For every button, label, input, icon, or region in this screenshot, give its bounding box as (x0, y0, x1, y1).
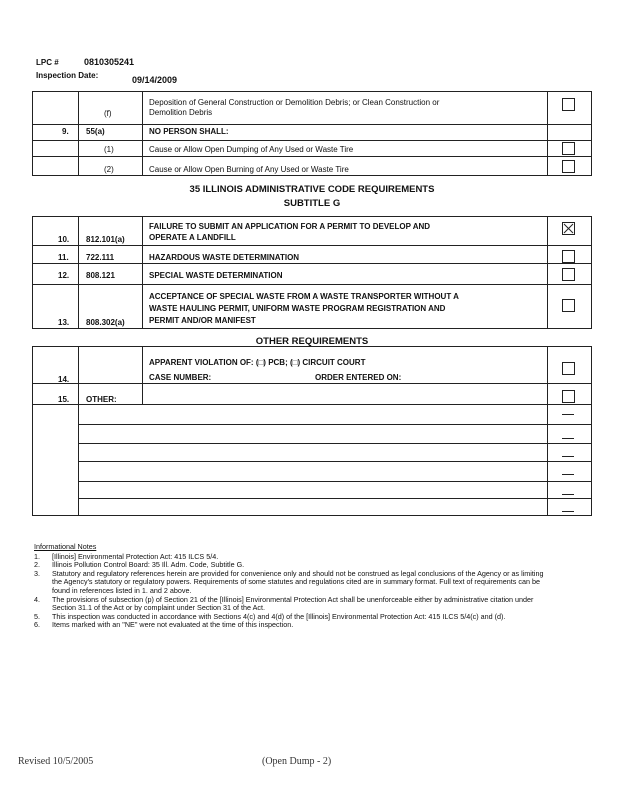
revised-date: Revised 10/5/2005 (18, 756, 94, 767)
row-11-ref: 722.111 (86, 253, 115, 262)
row-15-num: 15. (58, 395, 70, 404)
row-8f-text-2: Demolition Debris (149, 108, 213, 117)
row-12-checkbox[interactable] (562, 268, 575, 281)
lpc-label: LPC # (36, 58, 59, 67)
row-11-num: 11. (58, 253, 69, 262)
inspection-date: 09/14/2009 (132, 75, 178, 85)
row-9-2-sub: (2) (104, 165, 114, 174)
page-label: (Open Dump - 2) (262, 756, 332, 767)
row-8f-sub: (f) (104, 109, 112, 118)
blank-row-2-mark[interactable] (562, 438, 574, 439)
row-10-text-2: OPERATE A LANDFILL (149, 233, 236, 242)
row-12-ref: 808.121 (86, 271, 115, 280)
blank-row-6-mark[interactable] (562, 511, 574, 512)
row-14-case-number-label: CASE NUMBER: (149, 373, 212, 382)
row-13-num: 13. (58, 318, 70, 327)
row-11-text: HAZARDOUS WASTE DETERMINATION (149, 253, 300, 262)
lpc-number: 0810305241 (84, 57, 135, 67)
row-9-2-checkbox[interactable] (562, 160, 575, 173)
row-9-ref: 55(a) (86, 127, 105, 136)
note-item: 4. The provisions of subsection (p) of Section 21 of the [Illinois] Environmental Protection Act shall be unenforceable either by administrative citation under Section 31.1 of the Act or by complaint under Section 31 of the Act. (34, 594, 534, 613)
row-13-checkbox[interactable] (562, 299, 575, 312)
row-14-num: 14. (58, 375, 70, 384)
row-14-checkbox[interactable] (562, 362, 575, 375)
note-item: 2. Illinois Pollution Control Board: 35 Ill. Adm. Code, Subtitle G. (34, 560, 245, 570)
row-13-text-1: ACCEPTANCE OF SPECIAL WASTE FROM A WASTE TRANSPORTER WITHOUT A (149, 292, 459, 301)
row-8f-text-1: Deposition of General Construction or Demolition Debris; or Clean Construction or (149, 98, 440, 107)
row-11-checkbox[interactable] (562, 250, 575, 263)
section-35-title: 35 ILLINOIS ADMINISTRATIVE CODE REQUIREMENTS (189, 184, 435, 195)
row-14-violation: APPARENT VIOLATION OF: (□) PCB; (□) CIRCUIT COURT (149, 358, 366, 367)
row-9-1-sub: (1) (104, 145, 114, 154)
blank-row-5-mark[interactable] (562, 494, 574, 495)
row-12-num: 12. (58, 271, 70, 280)
row-8f-checkbox[interactable] (562, 98, 575, 111)
row-13-ref: 808.302(a) (86, 318, 125, 327)
row-9-1-text: Cause or Allow Open Dumping of Any Used or Waste Tire (149, 145, 354, 154)
blank-row-4-mark[interactable] (562, 474, 574, 475)
note-item: 5. This inspection was conducted in accordance with Sections 4(c) and 4(d) of the [Illinois] Environmental Protection Act: 415 ILCS 5/4(c) and (d). (34, 611, 506, 621)
row-13-text-3: PERMIT AND/OR MANIFEST (149, 316, 256, 325)
row-10-num: 10. (58, 235, 70, 244)
section-35-subtitle: SUBTITLE G (283, 198, 341, 209)
note-item: 3. Statutory and regulatory references herein are provided for convenience only and should not be construed as legal conclusions of the Agency or as limiting the Agency's statutory or regulatory powers. Requirements of some statutes and regulations cited are in summary format. Full text of requirements can be found in references listed in 1. and 2 above. (34, 568, 544, 595)
row-10-ref: 812.101(a) (86, 235, 125, 244)
row-10-checkbox-checked[interactable] (562, 222, 575, 235)
row-15-other-label: OTHER: (86, 395, 117, 404)
blank-row-3-mark[interactable] (562, 456, 574, 457)
row-9-1-checkbox[interactable] (562, 142, 575, 155)
row-9-num: 9. (62, 127, 69, 136)
informational-notes (34, 543, 554, 630)
row-15-checkbox[interactable] (562, 390, 575, 403)
note-item: 1. [Illinois] Environmental Protection Act: 415 ILCS 5/4. (34, 551, 219, 561)
row-9-2-text: Cause or Allow Open Burning of Any Used or Waste Tire (149, 165, 349, 174)
row-9-text: NO PERSON SHALL: (149, 127, 229, 136)
inspection-date-label: Inspection Date: (36, 71, 99, 80)
notes-title: Informational Notes (34, 542, 97, 551)
row-14-order-entered-label: ORDER ENTERED ON: (315, 373, 402, 382)
row-12-text: SPECIAL WASTE DETERMINATION (149, 271, 283, 280)
row-13-text-2: WASTE HAULING PERMIT, UNIFORM WASTE PROGRAM REGISTRATION AND (149, 304, 446, 313)
check-x-icon (563, 223, 574, 234)
row-10-text-1: FAILURE TO SUBMIT AN APPLICATION FOR A PERMIT TO DEVELOP AND (149, 222, 431, 231)
note-item: 6. Items marked with an "NE" were not evaluated at the time of this inspection. (34, 620, 294, 630)
other-requirements-title: OTHER REQUIREMENTS (255, 336, 369, 347)
blank-row-1-mark[interactable] (562, 414, 574, 415)
